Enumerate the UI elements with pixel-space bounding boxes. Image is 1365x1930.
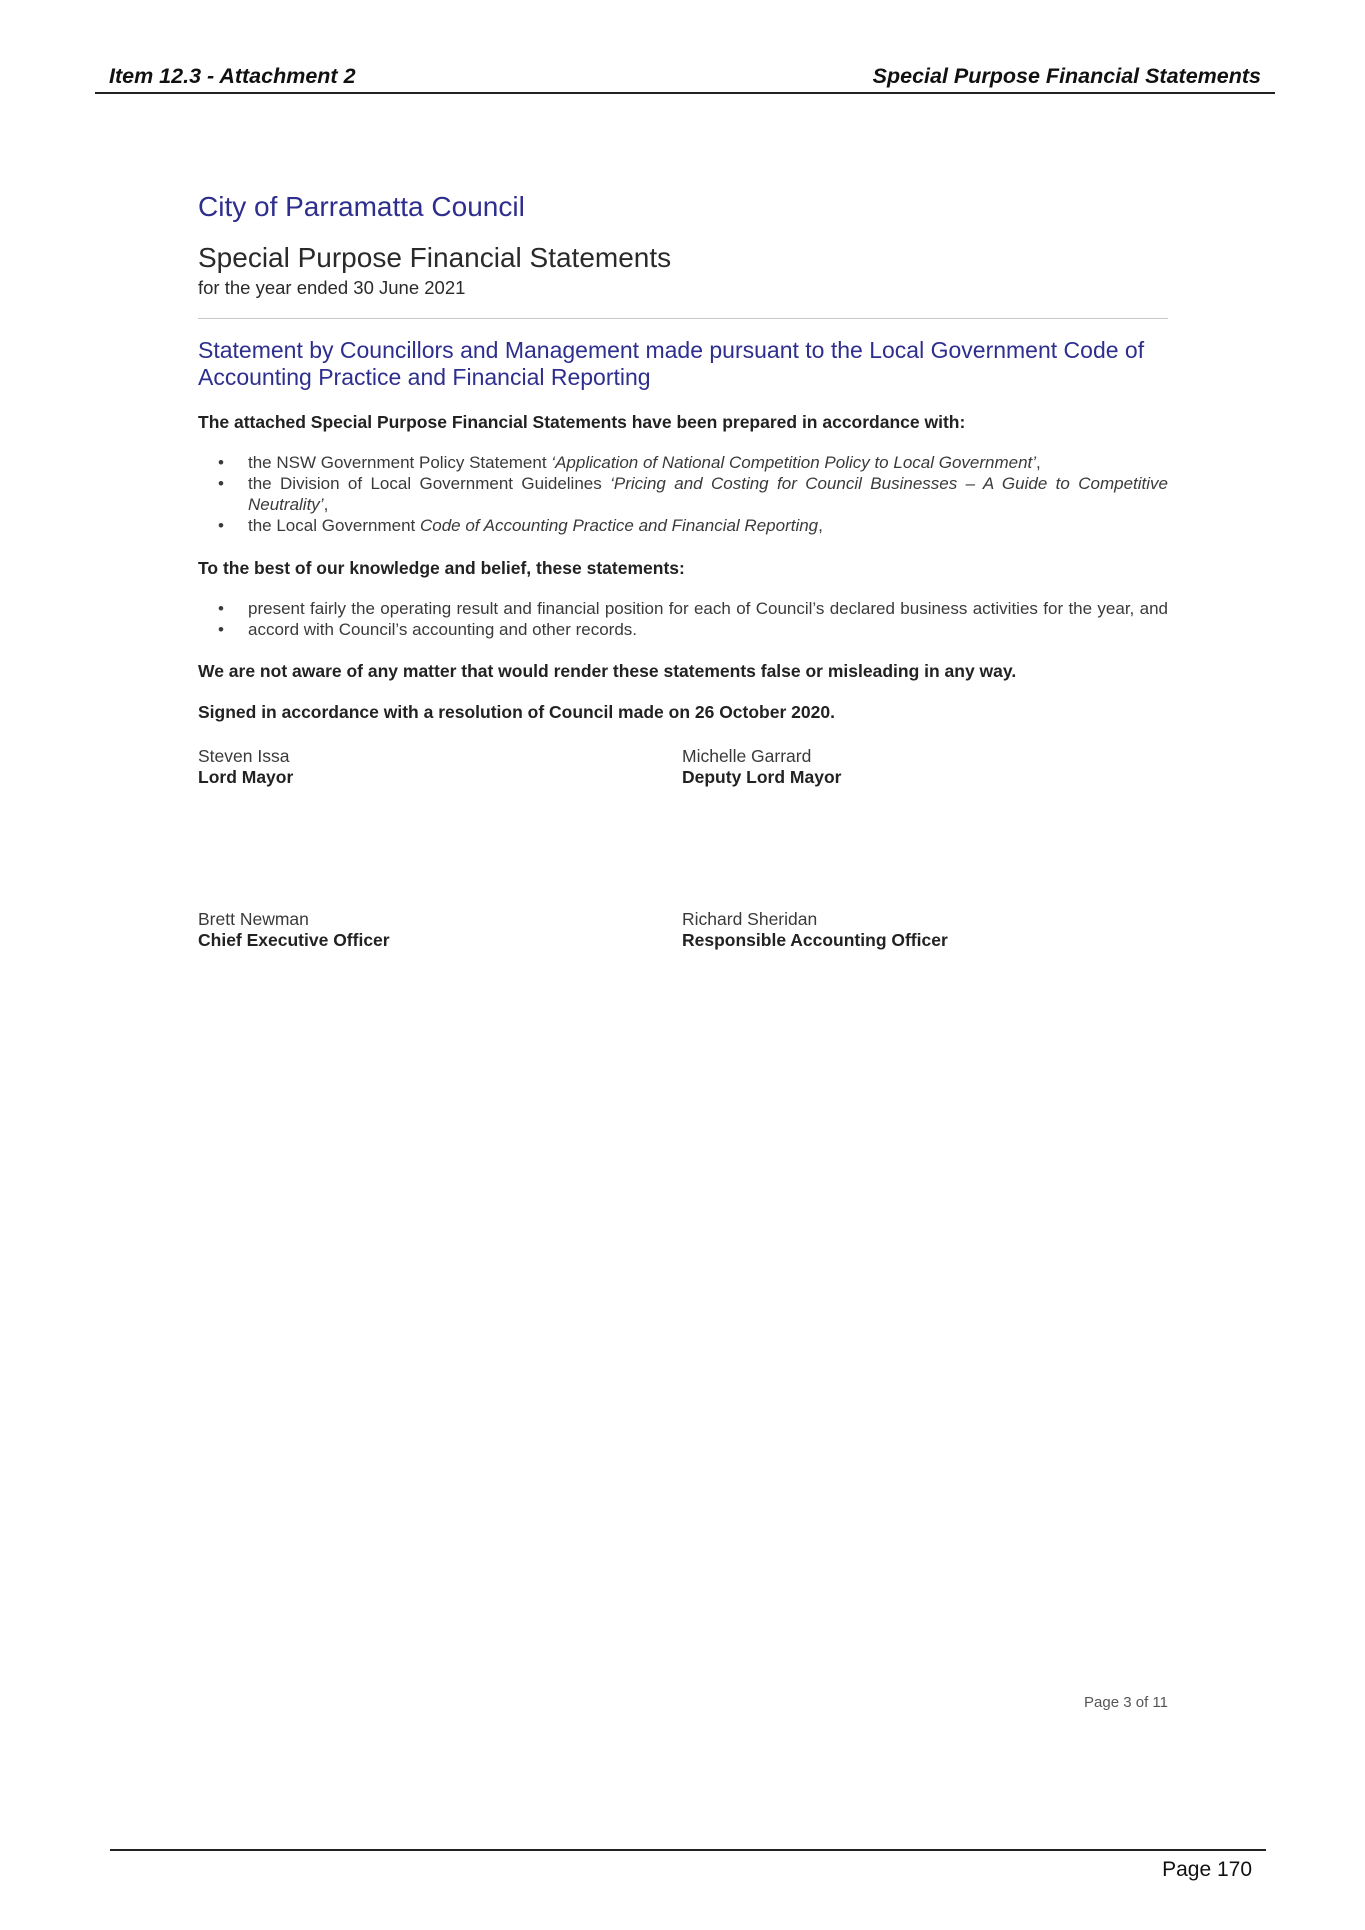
- accordance-list: [198, 452, 1168, 536]
- signatory-role: Responsible Accounting Officer: [682, 930, 948, 950]
- not-aware-statement: We are not aware of any matter that would render these statements false or misleading in any way.: [198, 661, 1017, 681]
- footer-rule: [110, 1849, 1266, 1851]
- signatory-role: Deputy Lord Mayor: [682, 767, 842, 787]
- list-item: • the NSW Government Policy Statement ‘Application of National Competition Policy to Local Government’,: [198, 452, 1168, 473]
- page-header: [95, 62, 1275, 94]
- divider: [198, 318, 1168, 319]
- signatory-name: Michelle Garrard: [682, 746, 812, 766]
- page-number: Page 170: [1162, 1858, 1252, 1881]
- signed-statement: Signed in accordance with a resolution of Council made on 26 October 2020.: [198, 702, 835, 722]
- signatory-ceo: [198, 909, 390, 951]
- inner-page-number: Page 3 of 11: [1084, 1694, 1168, 1711]
- list-item: • accord with Council’s accounting and other records.: [198, 619, 1168, 640]
- list-item: • present fairly the operating result and financial position for each of Council’s declared business activities for the year, and: [198, 598, 1168, 619]
- signatory-accounting-officer: [682, 909, 948, 951]
- signatory-name: Brett Newman: [198, 909, 309, 929]
- belief-heading: To the best of our knowledge and belief, these statements:: [198, 558, 685, 578]
- signatory-deputy-lord-mayor: [682, 746, 841, 788]
- list-item: • the Division of Local Government Guidelines ‘Pricing and Costing for Council Businesses – A Guide to Competitive Neutrality’,: [198, 473, 1168, 515]
- signatory-lord-mayor: [198, 746, 293, 788]
- statement-heading: Statement by Councillors and Management made pursuant to the Local Government Code of Accounting Practice and Financial Reporting: [198, 337, 1145, 390]
- council-name: City of Parramatta Council: [198, 191, 525, 222]
- header-document-type: Special Purpose Financial Statements: [872, 64, 1261, 88]
- attachment-label: Item 12.3 - Attachment 2: [109, 64, 356, 88]
- signatory-role: Chief Executive Officer: [198, 930, 390, 950]
- list-item: • the Local Government Code of Accounting Practice and Financial Reporting,: [198, 515, 1168, 536]
- intro-paragraph: The attached Special Purpose Financial Statements have been prepared in accordance with:: [198, 412, 966, 432]
- document-period: for the year ended 30 June 2021: [198, 277, 466, 298]
- document-title: Special Purpose Financial Statements: [198, 242, 672, 273]
- signatory-name: Richard Sheridan: [682, 909, 818, 929]
- belief-list: [198, 598, 1168, 640]
- signatory-name: Steven Issa: [198, 746, 290, 766]
- signatory-role: Lord Mayor: [198, 767, 294, 787]
